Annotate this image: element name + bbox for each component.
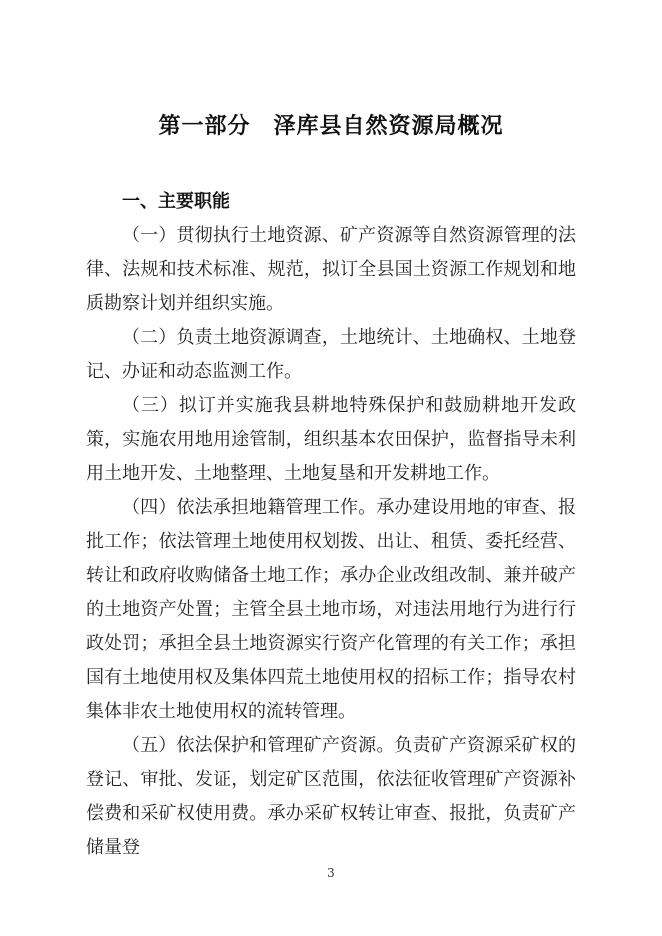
section-heading: 一、主要职能 [122, 191, 230, 212]
paragraph-4: （四）依法承担地籍管理工作。承办建设用地的审查、报批工作；依法管理土地使用权划拨、出让、租赁、委托经营、转让和政府收购储备土地工作；承办企业改组改制、兼并破产的土地资产处置；主管全县土地市场，对违法用地行为进行行政处罚；承担全县土地资源实行资产化管理的有关工作；承担国有土地使用权及集体四荒土地使用权的招标工作；指导农村集体非农土地使用权的流转管理。 [86, 497, 576, 722]
paragraph-2: （二）负责土地资源调查，土地统计、土地确权、土地登记、办证和动态监测工作。 [86, 327, 576, 382]
paragraph-1: （一）贯彻执行土地资源、矿产资源等自然资源管理的法律、法规和技术标准、规范，拟订全县国土资源工作规划和地质勘察计划并组织实施。 [86, 225, 576, 314]
paragraph-5: （五）依法保护和管理矿产资源。负责矿产资源采矿权的登记、审批、发证，划定矿区范围，依法征收管理矿产资源补偿费和采矿权使用费。承办采矿权转让审查、报批，负责矿产储量登 [86, 735, 576, 858]
document-body [86, 184, 576, 865]
page-number: 3 [327, 866, 335, 880]
paragraph-3: （三）拟订并实施我县耕地特殊保护和鼓励耕地开发政策，实施农用地用途管制，组织基本农田保护，监督指导未利用土地开发、土地整理、土地复垦和开发耕地工作。 [86, 395, 576, 484]
document-title: 第一部分 泽库县自然资源局概况 [158, 114, 504, 139]
